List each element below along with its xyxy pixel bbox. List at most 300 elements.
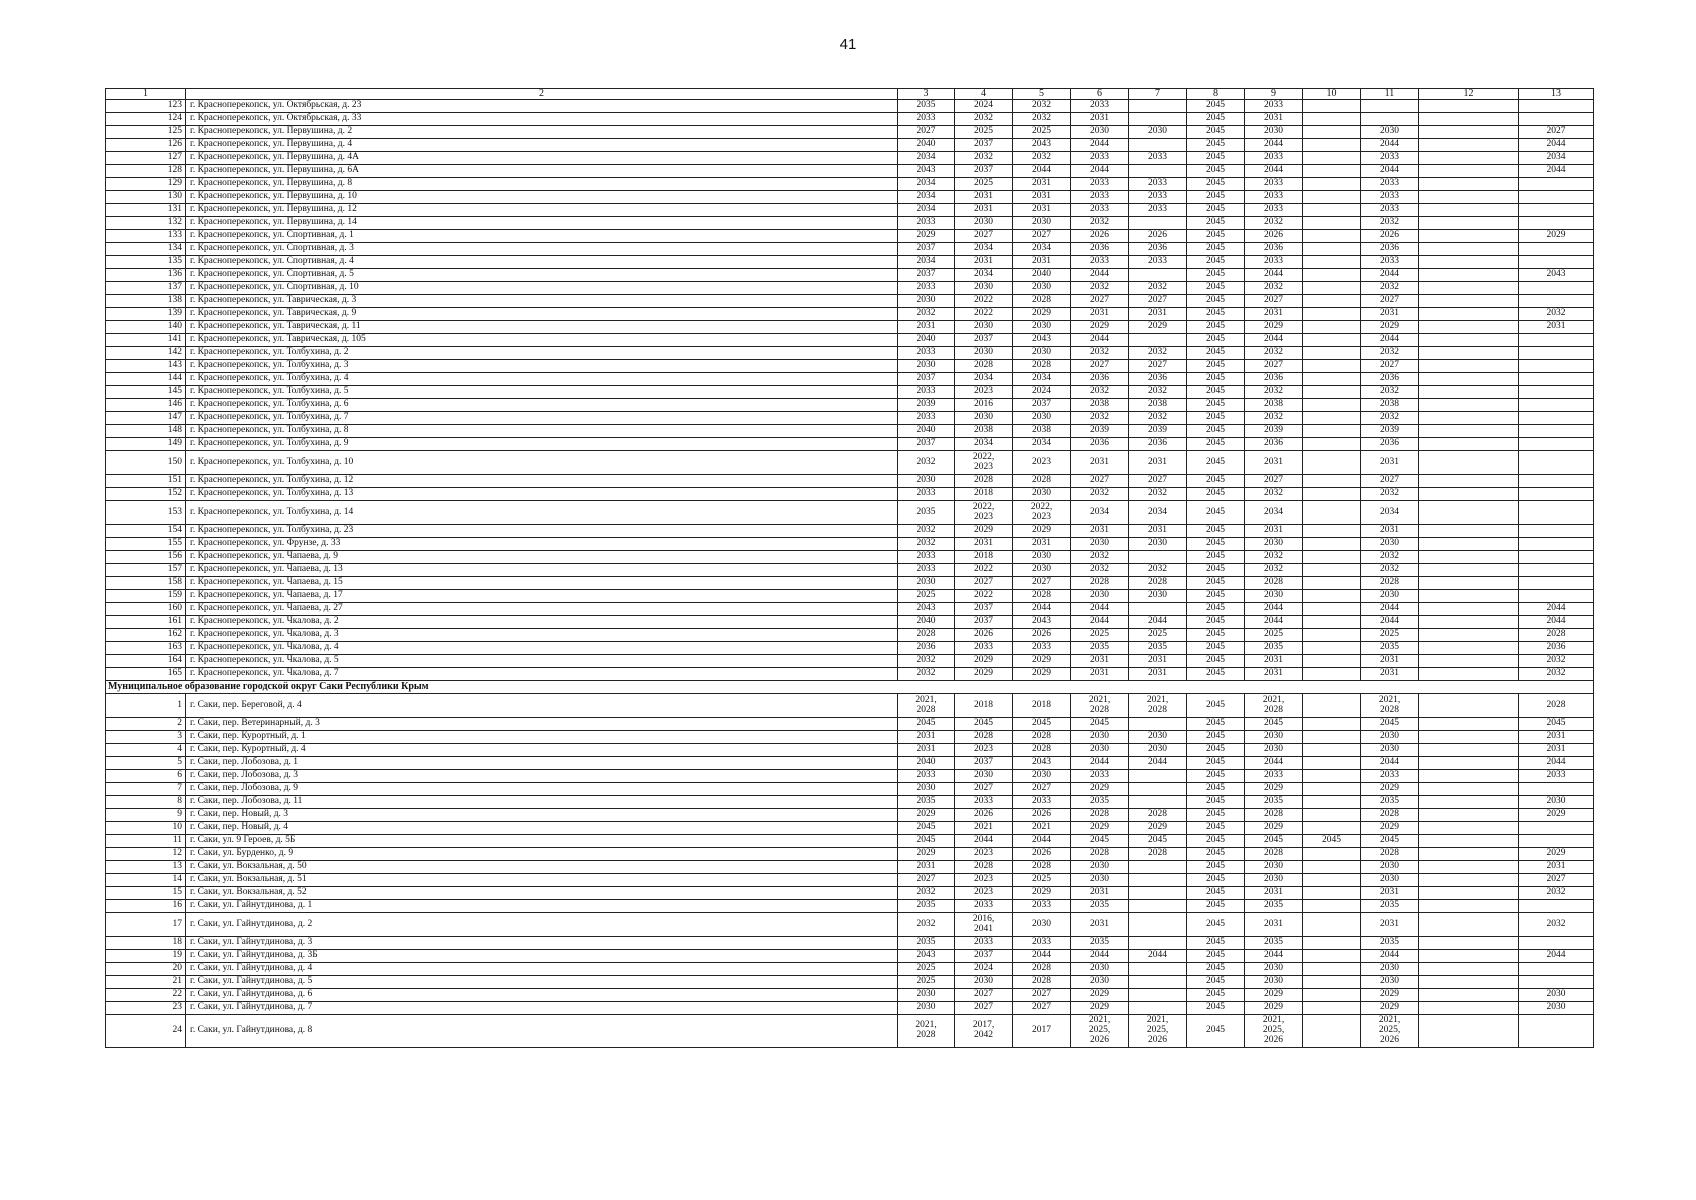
year-cell: 2030: [898, 475, 955, 488]
year-cell: 2032: [898, 913, 955, 937]
year-cell: 2035: [1245, 900, 1303, 913]
year-cell: 2045: [1187, 243, 1245, 256]
table-row: [106, 525, 1594, 538]
row-number-cell: 21: [106, 976, 186, 989]
year-cell: [1303, 963, 1361, 976]
year-cell: 2031: [1129, 668, 1187, 681]
year-cell: 2039: [1071, 425, 1129, 438]
table-row: [106, 126, 1594, 139]
table-row: [106, 603, 1594, 616]
section-row: [106, 681, 1594, 694]
table-row: [106, 412, 1594, 425]
year-cell: 2032: [898, 525, 955, 538]
address-cell: г. Саки, пер. Курортный, д. 1: [186, 731, 898, 744]
table-row: [106, 100, 1594, 113]
year-cell: [1303, 538, 1361, 551]
year-cell: 2032: [898, 655, 955, 668]
year-cell: 2031: [1129, 451, 1187, 475]
year-cell: 2031: [1361, 525, 1419, 538]
year-cell: 2027: [1129, 360, 1187, 373]
year-cell: 2034: [1013, 438, 1071, 451]
year-cell: [1519, 386, 1594, 399]
column-header-11: 11: [1361, 89, 1419, 100]
year-cell: 2030: [955, 321, 1013, 334]
year-cell: 2021, 2028: [1361, 694, 1419, 718]
year-cell: [1419, 438, 1519, 451]
year-cell: 2031: [1013, 538, 1071, 551]
year-cell: [1129, 139, 1187, 152]
year-cell: [1419, 989, 1519, 1002]
year-cell: 2031: [1519, 861, 1594, 874]
year-cell: 2021, 2025, 2026: [1245, 1015, 1303, 1048]
row-number-cell: 129: [106, 178, 186, 191]
year-cell: 2027: [955, 230, 1013, 243]
year-cell: 2029: [898, 230, 955, 243]
year-cell: 2044: [1245, 603, 1303, 616]
year-cell: 2027: [955, 577, 1013, 590]
year-cell: [1303, 629, 1361, 642]
year-cell: 2030: [1013, 412, 1071, 425]
row-number-cell: 5: [106, 757, 186, 770]
year-cell: 2031: [1361, 913, 1419, 937]
year-cell: 2033: [898, 564, 955, 577]
year-cell: 2028: [1129, 809, 1187, 822]
year-cell: [1519, 577, 1594, 590]
year-cell: [1519, 475, 1594, 488]
year-cell: 2027: [898, 874, 955, 887]
table-row: [106, 718, 1594, 731]
year-cell: [1419, 616, 1519, 629]
year-cell: [1303, 577, 1361, 590]
year-cell: 2044: [1519, 757, 1594, 770]
year-cell: 2030: [1013, 321, 1071, 334]
year-cell: 2045: [1187, 809, 1245, 822]
year-cell: 2029: [1245, 321, 1303, 334]
year-cell: 2030: [1129, 744, 1187, 757]
year-cell: 2045: [1187, 165, 1245, 178]
year-cell: [1419, 451, 1519, 475]
year-cell: 2030: [1361, 731, 1419, 744]
row-number-cell: 16: [106, 900, 186, 913]
year-cell: 2027: [1013, 1002, 1071, 1015]
year-cell: [1303, 126, 1361, 139]
year-cell: [1419, 256, 1519, 269]
year-cell: 2031: [1071, 451, 1129, 475]
year-cell: 2030: [1361, 538, 1419, 551]
year-cell: [1419, 178, 1519, 191]
year-cell: 2022, 2023: [1013, 501, 1071, 525]
year-cell: 2045: [1187, 386, 1245, 399]
year-cell: [1303, 501, 1361, 525]
year-cell: [1419, 165, 1519, 178]
year-cell: 2025: [1361, 629, 1419, 642]
year-cell: [1519, 525, 1594, 538]
address-cell: г. Красноперекопск, ул. Спортивная, д. 10: [186, 282, 898, 295]
year-cell: 2044: [1361, 165, 1419, 178]
year-cell: 2032: [1129, 282, 1187, 295]
year-cell: 2045: [1187, 744, 1245, 757]
year-cell: 2033: [1071, 204, 1129, 217]
table-row: [106, 1002, 1594, 1015]
row-number-cell: 4: [106, 744, 186, 757]
year-cell: [1419, 835, 1519, 848]
year-cell: 2022: [955, 564, 1013, 577]
year-cell: [1303, 373, 1361, 386]
year-cell: [1519, 963, 1594, 976]
year-cell: 2037: [955, 334, 1013, 347]
address-cell: г. Саки, ул. Бурденко, д. 9: [186, 848, 898, 861]
table-row: [106, 744, 1594, 757]
table-row: [106, 976, 1594, 989]
year-cell: 2044: [1245, 139, 1303, 152]
year-cell: 2033: [1361, 204, 1419, 217]
table-row: [106, 616, 1594, 629]
table-row: [106, 113, 1594, 126]
year-cell: [1129, 796, 1187, 809]
year-cell: 2045: [1187, 694, 1245, 718]
year-cell: 2032: [1129, 488, 1187, 501]
year-cell: [1303, 564, 1361, 577]
year-cell: 2029: [1519, 848, 1594, 861]
year-cell: [1519, 399, 1594, 412]
year-cell: [1361, 113, 1419, 126]
table-row: [106, 475, 1594, 488]
row-number-cell: 153: [106, 501, 186, 525]
year-cell: 2044: [1071, 334, 1129, 347]
year-cell: 2030: [1245, 126, 1303, 139]
year-cell: [1303, 718, 1361, 731]
year-cell: [1419, 243, 1519, 256]
year-cell: [1303, 989, 1361, 1002]
year-cell: 2029: [1361, 989, 1419, 1002]
year-cell: 2031: [1013, 178, 1071, 191]
year-cell: [1519, 551, 1594, 564]
year-cell: 2035: [1071, 796, 1129, 809]
year-cell: 2021, 2028: [1245, 694, 1303, 718]
year-cell: 2033: [1129, 191, 1187, 204]
year-cell: 2045: [1187, 334, 1245, 347]
table-row: [106, 861, 1594, 874]
table-row: [106, 874, 1594, 887]
year-cell: 2035: [1361, 796, 1419, 809]
year-cell: 2031: [898, 321, 955, 334]
year-cell: 2039: [1245, 425, 1303, 438]
year-cell: [1303, 757, 1361, 770]
year-cell: 2043: [1013, 757, 1071, 770]
year-cell: 2036: [1071, 373, 1129, 386]
year-cell: 2044: [1245, 165, 1303, 178]
year-cell: 2029: [1245, 822, 1303, 835]
year-cell: 2044: [1519, 616, 1594, 629]
year-cell: 2045: [1187, 861, 1245, 874]
year-cell: 2030: [1071, 731, 1129, 744]
year-cell: [1303, 976, 1361, 989]
year-cell: [1303, 694, 1361, 718]
address-cell: г. Красноперекопск, ул. Толбухина, д. 6: [186, 399, 898, 412]
year-cell: [1129, 113, 1187, 126]
year-cell: 2028: [1071, 577, 1129, 590]
year-cell: 2033: [898, 217, 955, 230]
data-table: [105, 88, 1594, 1048]
row-number-cell: 11: [106, 835, 186, 848]
year-cell: 2022: [955, 590, 1013, 603]
table-row: [106, 822, 1594, 835]
year-cell: 2033: [1129, 152, 1187, 165]
year-cell: 2032: [1071, 564, 1129, 577]
address-cell: г. Красноперекопск, ул. Толбухина, д. 23: [186, 525, 898, 538]
year-cell: 2030: [1071, 538, 1129, 551]
year-cell: [1419, 900, 1519, 913]
year-cell: 2028: [955, 360, 1013, 373]
year-cell: 2032: [1071, 282, 1129, 295]
year-cell: 2027: [955, 783, 1013, 796]
year-cell: [1419, 308, 1519, 321]
year-cell: 2031: [1519, 744, 1594, 757]
year-cell: 2028: [1519, 629, 1594, 642]
year-cell: [1303, 191, 1361, 204]
year-cell: 2030: [1519, 989, 1594, 1002]
table-row: [106, 360, 1594, 373]
year-cell: 2033: [1361, 152, 1419, 165]
year-cell: 2044: [1361, 950, 1419, 963]
table-row: [106, 191, 1594, 204]
address-cell: г. Красноперекопск, ул. Первушина, д. 4А: [186, 152, 898, 165]
year-cell: [1303, 783, 1361, 796]
address-cell: г. Саки, ул. Гайнутдинова, д. 3: [186, 937, 898, 950]
table-row: [106, 1015, 1594, 1048]
year-cell: [1419, 564, 1519, 577]
year-cell: 2025: [1245, 629, 1303, 642]
year-cell: 2030: [1245, 538, 1303, 551]
year-cell: 2027: [1013, 577, 1071, 590]
year-cell: [1419, 744, 1519, 757]
row-number-cell: 165: [106, 668, 186, 681]
address-cell: г. Саки, пер. Береговой, д. 4: [186, 694, 898, 718]
year-cell: [1303, 204, 1361, 217]
year-cell: 2045: [1187, 629, 1245, 642]
year-cell: 2045: [1187, 217, 1245, 230]
year-cell: [1419, 230, 1519, 243]
year-cell: 2036: [1071, 438, 1129, 451]
row-number-cell: 20: [106, 963, 186, 976]
header-row: [106, 89, 1594, 100]
year-cell: 2016, 2041: [955, 913, 1013, 937]
year-cell: 2030: [1361, 744, 1419, 757]
year-cell: 2033: [1013, 642, 1071, 655]
year-cell: [1419, 373, 1519, 386]
row-number-cell: 154: [106, 525, 186, 538]
year-cell: 2045: [1187, 191, 1245, 204]
year-cell: 2032: [1361, 564, 1419, 577]
year-cell: 2045: [1187, 668, 1245, 681]
address-cell: г. Саки, пер. Новый, д. 4: [186, 822, 898, 835]
year-cell: 2029: [1361, 321, 1419, 334]
year-cell: [1419, 386, 1519, 399]
year-cell: 2045: [1187, 731, 1245, 744]
year-cell: 2033: [1013, 937, 1071, 950]
year-cell: 2044: [1013, 165, 1071, 178]
year-cell: 2032: [898, 308, 955, 321]
year-cell: [1519, 501, 1594, 525]
year-cell: 2045: [1187, 796, 1245, 809]
year-cell: 2022, 2023: [955, 501, 1013, 525]
year-cell: 2037: [898, 438, 955, 451]
year-cell: 2030: [1245, 976, 1303, 989]
year-cell: 2039: [1361, 425, 1419, 438]
year-cell: 2029: [898, 809, 955, 822]
year-cell: 2027: [898, 126, 955, 139]
table-row: [106, 950, 1594, 963]
year-cell: 2029: [1071, 783, 1129, 796]
year-cell: 2035: [1071, 900, 1129, 913]
year-cell: 2045: [898, 822, 955, 835]
year-cell: 2030: [1013, 913, 1071, 937]
year-cell: [1419, 412, 1519, 425]
year-cell: [1303, 425, 1361, 438]
year-cell: 2034: [955, 243, 1013, 256]
year-cell: 2044: [1361, 269, 1419, 282]
row-number-cell: 24: [106, 1015, 186, 1048]
year-cell: 2029: [1361, 783, 1419, 796]
year-cell: 2045: [1071, 835, 1129, 848]
year-cell: 2034: [898, 256, 955, 269]
year-cell: [1419, 100, 1519, 113]
row-number-cell: 130: [106, 191, 186, 204]
year-cell: 2044: [1071, 603, 1129, 616]
year-cell: 2045: [1187, 770, 1245, 783]
row-number-cell: 13: [106, 861, 186, 874]
year-cell: 2045: [1187, 152, 1245, 165]
year-cell: 2028: [1245, 809, 1303, 822]
year-cell: 2023: [1013, 451, 1071, 475]
year-cell: 2033: [1129, 256, 1187, 269]
year-cell: [1419, 113, 1519, 126]
year-cell: [1419, 796, 1519, 809]
year-cell: 2028: [1013, 731, 1071, 744]
year-cell: 2023: [955, 386, 1013, 399]
year-cell: 2028: [1129, 848, 1187, 861]
row-number-cell: 1: [106, 694, 186, 718]
address-cell: г. Красноперекопск, ул. Таврическая, д. 11: [186, 321, 898, 334]
year-cell: [1419, 217, 1519, 230]
table-row: [106, 501, 1594, 525]
year-cell: [1303, 796, 1361, 809]
year-cell: 2025: [898, 976, 955, 989]
year-cell: 2028: [1071, 809, 1129, 822]
address-cell: г. Саки, ул. Вокзальная, д. 52: [186, 887, 898, 900]
year-cell: 2045: [1187, 139, 1245, 152]
year-cell: 2028: [955, 475, 1013, 488]
year-cell: 2030: [1361, 976, 1419, 989]
year-cell: [1519, 425, 1594, 438]
year-cell: [1303, 230, 1361, 243]
year-cell: [1419, 577, 1519, 590]
address-cell: г. Красноперекопск, ул. Спортивная, д. 1: [186, 230, 898, 243]
year-cell: [1129, 989, 1187, 1002]
address-cell: г. Красноперекопск, ул. Толбухина, д. 10: [186, 451, 898, 475]
year-cell: 2031: [1129, 655, 1187, 668]
year-cell: [1129, 334, 1187, 347]
column-header-13: 13: [1519, 89, 1594, 100]
year-cell: 2031: [1071, 525, 1129, 538]
year-cell: 2026: [1013, 809, 1071, 822]
year-cell: 2027: [1361, 475, 1419, 488]
year-cell: 2031: [1071, 655, 1129, 668]
year-cell: 2030: [1245, 744, 1303, 757]
year-cell: [1419, 488, 1519, 501]
address-cell: г. Красноперекопск, ул. Толбухина, д. 7: [186, 412, 898, 425]
year-cell: 2028: [955, 731, 1013, 744]
year-cell: [1129, 603, 1187, 616]
year-cell: 2030: [1013, 282, 1071, 295]
table-row: [106, 178, 1594, 191]
year-cell: 2044: [1361, 334, 1419, 347]
year-cell: 2035: [898, 501, 955, 525]
year-cell: 2029: [1013, 655, 1071, 668]
year-cell: 2031: [1245, 913, 1303, 937]
year-cell: [1303, 386, 1361, 399]
year-cell: 2044: [1361, 139, 1419, 152]
year-cell: 2033: [898, 347, 955, 360]
row-number-cell: 157: [106, 564, 186, 577]
row-number-cell: 138: [106, 295, 186, 308]
year-cell: 2045: [1187, 603, 1245, 616]
year-cell: 2032: [1519, 655, 1594, 668]
year-cell: 2044: [1519, 950, 1594, 963]
year-cell: 2037: [955, 757, 1013, 770]
year-cell: [1303, 360, 1361, 373]
year-cell: 2031: [955, 256, 1013, 269]
year-cell: 2045: [1187, 950, 1245, 963]
year-cell: 2033: [1071, 178, 1129, 191]
year-cell: 2022: [955, 295, 1013, 308]
year-cell: 2033: [1245, 191, 1303, 204]
year-cell: [1419, 425, 1519, 438]
year-cell: 2033: [955, 642, 1013, 655]
year-cell: [1419, 399, 1519, 412]
year-cell: 2028: [1013, 744, 1071, 757]
row-number-cell: 9: [106, 809, 186, 822]
year-cell: 2021: [1013, 822, 1071, 835]
year-cell: 2032: [1013, 100, 1071, 113]
year-cell: 2044: [1245, 757, 1303, 770]
year-cell: [1519, 360, 1594, 373]
year-cell: 2029: [1361, 1002, 1419, 1015]
table-row: [106, 757, 1594, 770]
year-cell: [1419, 360, 1519, 373]
year-cell: 2045: [1187, 451, 1245, 475]
address-cell: г. Красноперекопск, ул. Чкалова, д. 7: [186, 668, 898, 681]
address-cell: г. Красноперекопск, ул. Первушина, д. 8: [186, 178, 898, 191]
table-row: [106, 655, 1594, 668]
year-cell: [1419, 937, 1519, 950]
year-cell: 2033: [898, 551, 955, 564]
year-cell: [1303, 165, 1361, 178]
table-row: [106, 256, 1594, 269]
year-cell: 2031: [1245, 668, 1303, 681]
year-cell: 2032: [1071, 386, 1129, 399]
year-cell: 2037: [898, 243, 955, 256]
year-cell: 2028: [1013, 861, 1071, 874]
table-row: [106, 308, 1594, 321]
row-number-cell: 15: [106, 887, 186, 900]
year-cell: 2045: [1013, 718, 1071, 731]
year-cell: [1419, 1015, 1519, 1048]
year-cell: 2018: [955, 488, 1013, 501]
year-cell: [1129, 718, 1187, 731]
year-cell: [1303, 770, 1361, 783]
year-cell: 2029: [955, 668, 1013, 681]
